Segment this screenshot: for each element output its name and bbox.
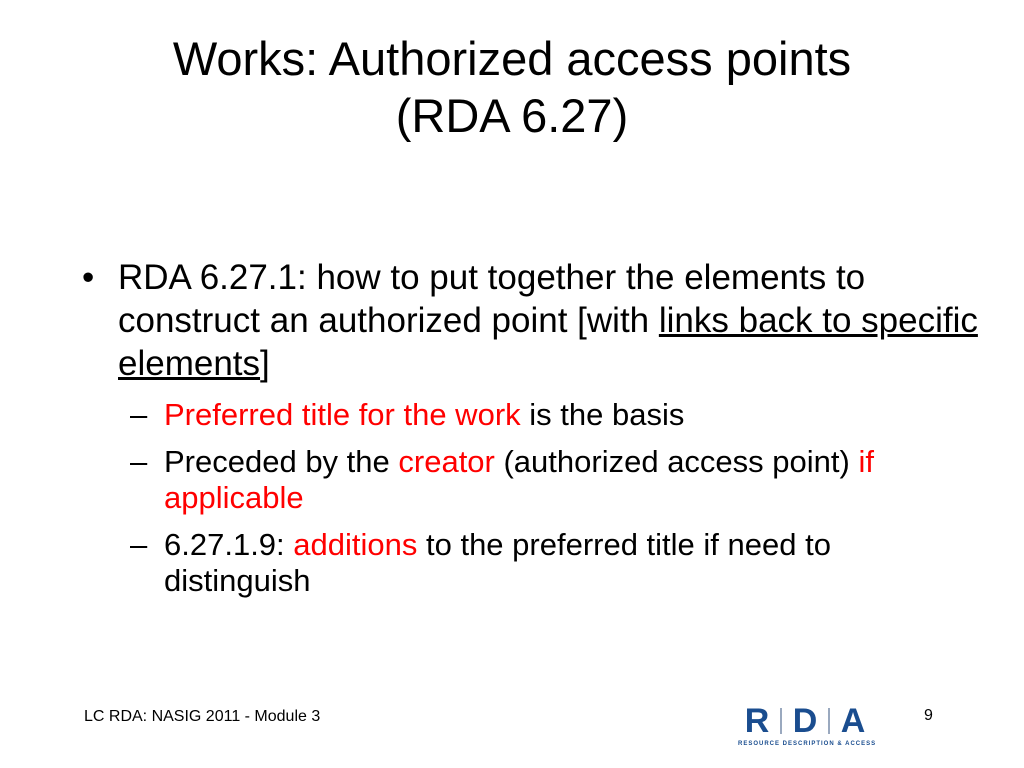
title-line-1: Works: Authorized access points: [172, 32, 852, 85]
sub-bullet-dash: –: [130, 444, 148, 479]
rda-logo: [738, 702, 888, 751]
bullet-text-part2: ]: [260, 344, 270, 383]
sub-bullet-preferred-title: [82, 397, 982, 433]
preferred-title-highlight: Preferred title for the work: [164, 397, 521, 432]
main-bullet: [82, 256, 982, 385]
logo-divider: [828, 708, 830, 734]
title-line-2: (RDA 6.27): [395, 89, 629, 142]
sub-bullet-creator: [82, 444, 982, 516]
footer-text: LC RDA: NASIG 2011 - Module 3: [84, 708, 321, 725]
sub-bullet-text: Preceded by the: [164, 444, 399, 479]
sub-bullet-list: [82, 397, 982, 599]
logo-divider: [780, 708, 782, 734]
logo-tagline: RESOURCE DESCRIPTION & ACCESS: [738, 741, 877, 747]
sub-bullet-dash: –: [130, 527, 148, 562]
sub-bullet-dash: –: [130, 397, 148, 432]
slide-body: [82, 256, 982, 610]
sub-bullet-additions: [82, 527, 982, 599]
if-applicable-highlight: if applicable: [164, 444, 874, 515]
sub-bullet-text: (authorized access point): [494, 444, 859, 479]
sub-bullet-text: to the preferred title if need to distinguish: [164, 527, 831, 598]
bullet-marker: •: [82, 258, 95, 297]
slide-number: 9: [924, 707, 933, 724]
logo-letter-r: R: [744, 702, 770, 740]
additions-highlight: additions: [293, 527, 418, 562]
rda-logo-mark: [738, 702, 888, 740]
logo-letter-d: D: [792, 702, 818, 740]
bullet-text-part1: RDA 6.27.1: how to put together the elements to construct an authorized point [with: [118, 258, 866, 340]
sub-bullet-text: is the basis: [520, 397, 685, 432]
sub-bullet-text: 6.27.1.9:: [164, 527, 294, 562]
creator-highlight: creator: [398, 444, 495, 479]
elements-link[interactable]: links back to specific elements: [118, 301, 978, 383]
slide-title: [0, 30, 1024, 144]
logo-letter-a: A: [840, 702, 866, 740]
